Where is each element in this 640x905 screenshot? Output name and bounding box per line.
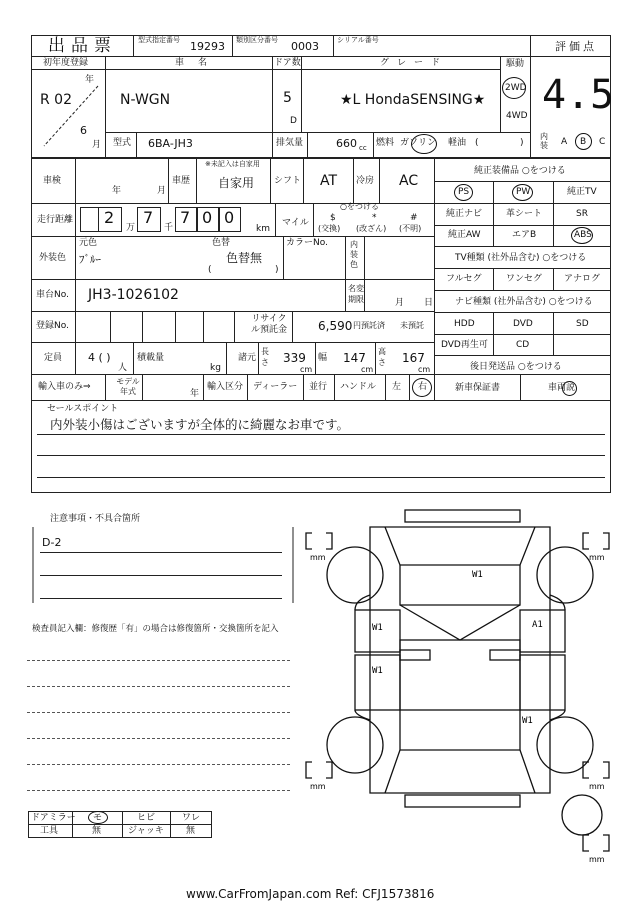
car-name-label: 車名 (175, 58, 222, 68)
drive-4wd: 4WD (506, 111, 528, 121)
mirror-crack: ヒビ (137, 813, 156, 823)
mileage-unit-sen: 千 (164, 223, 174, 233)
displacement: 660 (336, 137, 357, 150)
inspection-label: 車検 (43, 176, 62, 186)
cooling-label: 冷房 (356, 176, 375, 186)
interior-b: B (580, 137, 587, 147)
mileage-digit-3: 7 (180, 208, 191, 227)
grade-name-label: グレード (380, 58, 449, 68)
car-name: N-WGN (120, 92, 171, 108)
width-label: 幅 (318, 353, 328, 363)
caution-text: D-2 (42, 536, 62, 549)
capacity-label: 定員 (44, 353, 63, 363)
recycle-amount: 6,590 (318, 319, 353, 333)
orig-color-label: 元色 (79, 238, 98, 248)
mileage-digit-2: 7 (143, 208, 154, 227)
inspection-year: 年 (112, 186, 122, 196)
repaint-paren-close: ) (275, 265, 279, 275)
height-label: 高さ (378, 347, 386, 367)
color-no-label: カラーNo. (286, 238, 328, 248)
after-manual: 車両説 (548, 383, 576, 393)
length-label: 長さ (261, 347, 269, 367)
mileage-digit-5: 0 (224, 208, 235, 227)
doors-label: ドア数 (274, 58, 301, 68)
reg-label: 登録No. (36, 321, 69, 331)
navi-header: ナビ種類 (社外品含む) ○をつける (455, 297, 593, 307)
mileage-mark-note: ○をつける (340, 202, 379, 211)
mile-label: マイル (282, 218, 309, 228)
mileage-unit-man: 万 (126, 223, 136, 233)
inspector-label: 検査員記入欄：修復歴「有」の場合は修復箇所・交換箇所を記入 (32, 624, 279, 634)
navi-hdd: HDD (454, 319, 475, 329)
car-damage-diagram (300, 505, 620, 870)
tv-header: TV種類 (社外品含む) ○をつける (455, 253, 587, 263)
sales-text: 内外装小傷はございますが全体的に綺麗なお車です。 (50, 417, 350, 432)
orig-color: ﾌﾞﾙｰ (79, 253, 101, 266)
type-label: 型式 (113, 138, 132, 148)
cooling-value: AC (399, 173, 419, 189)
serial-label: シリアル番号 (337, 36, 379, 44)
equip-airbag: エアB (512, 230, 537, 240)
star-mark: * (372, 213, 377, 223)
mm-label-fr: mm (589, 553, 605, 562)
int-color-label: 内装色 (350, 240, 358, 269)
type-value: 6BA-JH3 (148, 137, 193, 150)
capacity-value: 4 ( ) (88, 351, 111, 364)
equip-leather: 革シート (506, 209, 543, 219)
fuel-gasoline-circle (411, 134, 437, 154)
import-label: 輸入車のみ⇒ (38, 382, 91, 392)
dollar-sub: (交換) (318, 224, 341, 233)
tools-value: 無 (92, 826, 102, 836)
name-change-month: 月 (395, 298, 405, 308)
hash-mark: # (410, 213, 418, 223)
door-type: D (290, 116, 297, 126)
load-label: 積載量 (137, 353, 165, 363)
shift-label: シフト (274, 176, 302, 186)
name-change-day: 日 (424, 298, 434, 308)
tv-analog: アナログ (564, 274, 601, 284)
height-value: 167 (402, 351, 425, 365)
kg-unit: kg (210, 363, 221, 373)
handle-right-circle (412, 378, 432, 397)
equip-pw-circle (512, 184, 533, 201)
handle-label: ハンドル (340, 382, 377, 392)
equip-tv: 純正TV (567, 187, 597, 197)
equip-navi: 純正ナビ (446, 209, 483, 219)
drive-2wd-circle (502, 77, 526, 99)
history-note: ※未記入は自家用 (205, 160, 260, 168)
import-type-label: 輸入区分 (207, 382, 244, 392)
import-year-unit: 年 (190, 389, 200, 399)
model-year-label: モデル年式 (116, 377, 140, 396)
grade-label: 評価点 (555, 40, 597, 53)
mileage-digit-4: 0 (202, 208, 213, 227)
caution-bracket (28, 525, 298, 605)
dollar-mark: $ (330, 213, 336, 223)
year-unit: 年 (85, 75, 95, 85)
spec-label: 諸元 (238, 353, 257, 363)
recycle-unit: 円預託済 (353, 321, 385, 330)
interior-label: 内装 (540, 132, 548, 150)
mm-label-spare: mm (589, 855, 605, 864)
color-label: 外装色 (39, 253, 67, 263)
mirror-label: ドアミラー (31, 813, 76, 823)
after-warranty: 新車保証書 (455, 383, 501, 393)
equip-pw: PW (516, 187, 531, 197)
recycle-label: リサイクル預託金 (250, 314, 287, 335)
jack-value: 無 (186, 826, 196, 836)
tools-label: 工具 (40, 826, 59, 836)
handle-right: 右 (418, 382, 428, 392)
name-change-label: 名変期限 (348, 284, 364, 304)
mm-label-rl: mm (310, 782, 326, 791)
equip-ps-circle (454, 184, 473, 201)
length-cm: cm (300, 365, 313, 374)
door-count: 5 (283, 90, 292, 106)
interior-b-circle (575, 133, 592, 150)
sheet-title: 出品票 (48, 36, 117, 56)
km-unit: km (256, 224, 270, 234)
first-reg-era: R 02 (40, 92, 72, 108)
inspection-month: 月 (157, 186, 167, 196)
model-no-label: 型式指定番号 (138, 36, 180, 44)
dmg-mark-3: A1 (532, 620, 543, 630)
first-reg-month: 6 (80, 124, 87, 137)
dealer-option: ディーラー (253, 382, 298, 392)
jack-label: ジャッキ (128, 826, 164, 836)
mm-label-fl: mm (310, 553, 326, 562)
grade-name: ★L HondaSENSING★ (340, 92, 486, 108)
interior-c: C (599, 137, 606, 147)
repaint-paren-open: ( (208, 265, 212, 275)
tv-fullseg: フルセグ (446, 274, 482, 284)
history-value: 自家用 (218, 176, 255, 190)
cd-option: CD (516, 340, 530, 350)
equip-ps: PS (458, 187, 470, 197)
mileage-label: 走行距離 (37, 215, 74, 225)
navi-sd: SD (576, 319, 589, 329)
grade-score: 4.5 (542, 72, 615, 118)
width-value: 147 (343, 351, 366, 365)
dmg-mark-1: W1 (472, 570, 483, 580)
equip-abs-circle (571, 227, 593, 244)
mm-label-rr: mm (589, 782, 605, 791)
caution-label: 注意事項・不具合箇所 (50, 514, 141, 524)
capacity-unit: 人 (118, 363, 128, 373)
chassis-value: JH3-1026102 (88, 287, 179, 303)
recycle-unpaid: 未預託 (400, 321, 424, 330)
drive-label: 駆動 (506, 59, 525, 69)
drive-2wd: 2WD (505, 83, 527, 93)
category-no: 0003 (291, 40, 319, 53)
fuel-gasoline: ガソリン (400, 138, 437, 148)
length-value: 339 (283, 351, 306, 365)
mileage-digit-1: 2 (104, 208, 115, 227)
sales-label: セールスポイント (47, 404, 119, 414)
navi-dvd: DVD (513, 319, 533, 329)
parallel-option: 並行 (309, 382, 328, 392)
fuel-label: 燃料 (376, 138, 395, 148)
height-cm: cm (418, 365, 431, 374)
history-label: 車歴 (172, 176, 191, 186)
fuel-paren-open: ( (475, 138, 479, 148)
month-unit: 月 (92, 140, 102, 150)
dmg-mark-2: W1 (372, 623, 383, 633)
repaint-value: 色替無 (226, 251, 263, 265)
fuel-paren-close: ) (520, 138, 524, 148)
mirror-mo-circle (88, 811, 108, 824)
equip-aw: 純正AW (448, 230, 481, 240)
repaint-label: 色替 (212, 238, 231, 248)
dvd-playback: DVD再生可 (441, 340, 488, 350)
first-reg-label: 初年度登録 (43, 58, 89, 68)
equip-sr: SR (576, 209, 588, 219)
star-sub: (改ざん) (356, 224, 387, 233)
handle-left: 左 (392, 382, 402, 392)
interior-a: A (561, 137, 568, 147)
dmg-mark-4: W1 (372, 666, 383, 676)
equip-abs: ABS (574, 230, 592, 240)
model-no: 19293 (190, 40, 225, 53)
mirror-broken: ワレ (182, 813, 201, 823)
cc-unit: cc (359, 144, 367, 152)
fuel-diesel: 軽油 (448, 138, 467, 148)
after-header: 後日発送品 ○をつける (470, 362, 562, 372)
footer-ref: www.CarFromJapan.com Ref: CFJ1573816 (186, 887, 435, 901)
hash-sub: (不明) (399, 224, 422, 233)
equip-header: 純正装備品 ○をつける (474, 166, 566, 176)
after-manual-circle (562, 381, 577, 396)
width-cm: cm (361, 365, 374, 374)
chassis-label: 車台No. (36, 290, 69, 300)
mirror-mo: モ (93, 813, 103, 823)
displacement-label: 排気量 (276, 138, 304, 148)
dmg-mark-5: W1 (522, 716, 533, 726)
category-label: 類別区分番号 (236, 36, 278, 44)
shift-value: AT (320, 173, 338, 189)
tv-oneseg: ワンセグ (506, 274, 543, 284)
